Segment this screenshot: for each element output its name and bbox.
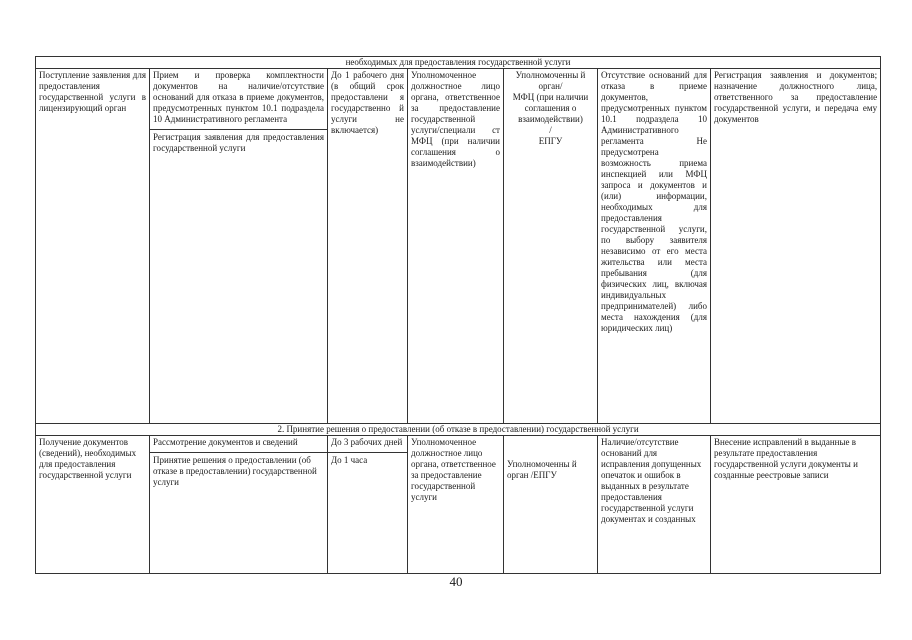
- procedure-table: [35, 56, 881, 574]
- s1-action-check: Прием и проверка комплектности документов на наличие/отсутствие оснований для отказа в приеме документов, предусмотренных пунктом 10.1 подраздела 10 Административного регламента: [153, 70, 324, 124]
- s1-result-cell: Регистрация заявления и документов; назначение должностного лица, ответственного за предоставление государственной услуги, и передача ему документов: [711, 69, 881, 424]
- table-row: [36, 69, 881, 424]
- s2-resources-text: Уполномоченны й орган /ЕПГУ: [507, 459, 577, 480]
- s1-executor-cell: Уполномоченное должностное лицо органа, ответственное за предоставление государственной услуги/специали ст МФЦ (при наличии соглашения о взаимодействии): [408, 69, 504, 424]
- s2-term-cell: [328, 436, 408, 574]
- table-row: [36, 436, 881, 574]
- s2-term-decision: До 1 часа: [328, 452, 407, 466]
- s1-actions-cell: [150, 69, 328, 424]
- section2-band: 2. Принятие решения о предоставлении (об отказе в предоставлении) государственной услуги: [36, 424, 881, 436]
- s1-criteria-cell: Отсутствие оснований для отказа в приеме документов, предусмотренных пунктом 10.1 подраздела 10 Административного регламента Не предусмотрена возможность приема инспекцией или МФЦ запроса и документов и (или) информации, необходимых для предоставления государственной услуги, по выбору заявителя независимо от его места жительства или места пребывания (для физических лиц, включая индивидуальных предпринимателей) либо места нахождения (для юридических лиц): [598, 69, 711, 424]
- s1-action-register: Регистрация заявления для предоставления государственной услуги: [150, 129, 327, 154]
- s2-executor-cell: Уполномоченное должностное лицо органа, ответственное за предоставление государственной услуги: [408, 436, 504, 574]
- s2-actions-cell: [150, 436, 328, 574]
- s2-result-cell: Внесение исправлений в выданные в результате предоставления государственной услуги документы и созданные реестровые записи: [711, 436, 881, 574]
- s1-resources-cell: Уполномоченны й орган/ МФЦ (при наличии соглашения о взаимодействии) / ЕПГУ: [504, 69, 598, 424]
- s2-term-review: До 3 рабочих дней: [331, 437, 403, 447]
- header-band-row: [36, 57, 881, 69]
- s2-action-review: Рассмотрение документов и сведений: [153, 437, 298, 447]
- s2-criteria-cell: Наличие/отсутствие оснований для исправления допущенных опечаток и ошибок в выданных в результате предоставления государственной услуги документах и созданных: [598, 436, 711, 574]
- s1-term-cell: До 1 рабочего дня (в общий срок предоставлени я государственно й услуги не включается): [328, 69, 408, 424]
- section2-band-row: [36, 424, 881, 436]
- header-band: необходимых для предоставления государственной услуги: [36, 57, 881, 69]
- s2-action-decision: Принятие решения о предоставлении (об отказе в предоставлении) государственной услуги: [150, 452, 327, 488]
- s1-stage-cell: Поступление заявления для предоставления государственной услуги в лицензирующий орган: [36, 69, 150, 424]
- s2-stage-cell: Получение документов (сведений), необходимых для предоставления государственной услуги: [36, 436, 150, 574]
- page-number: 40: [449, 574, 463, 589]
- s2-resources-cell: [504, 436, 598, 574]
